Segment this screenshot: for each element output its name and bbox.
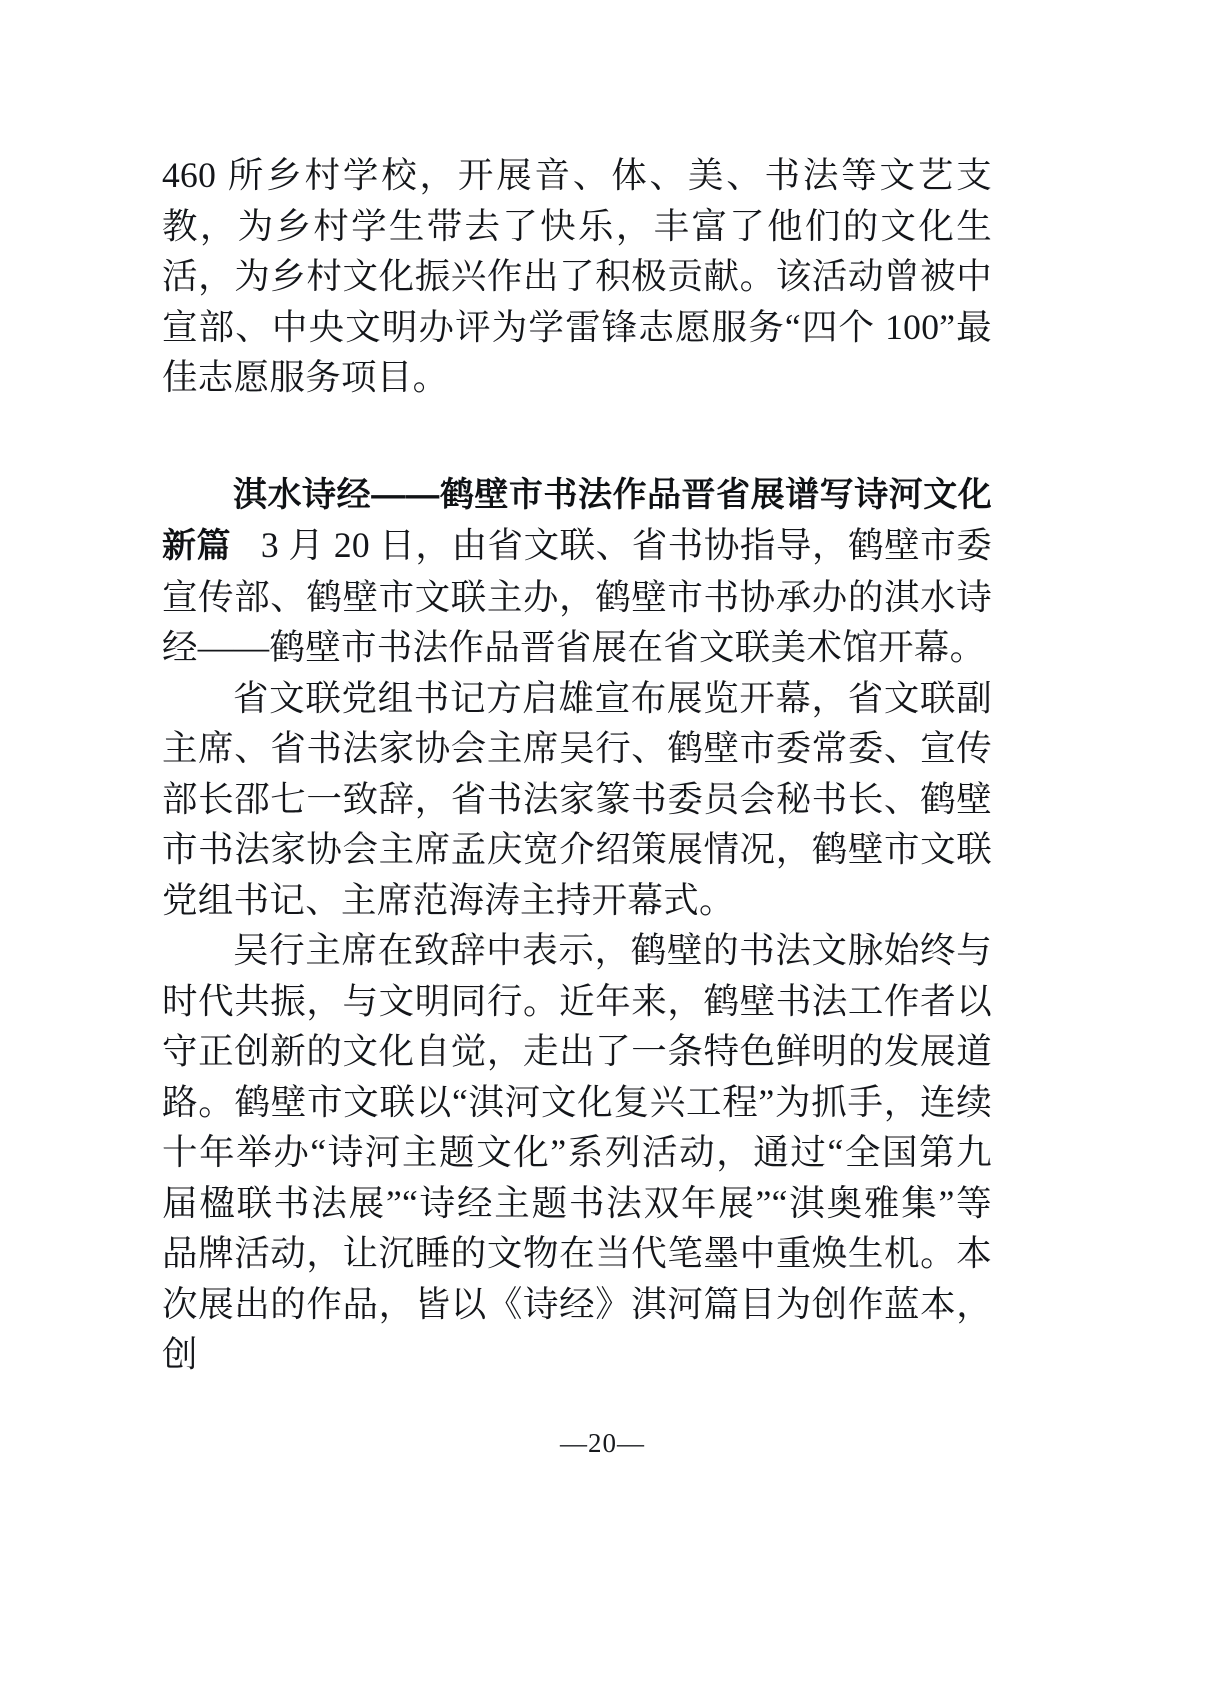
article-headline: 淇水诗经——鹤壁市书法作品晋省展谱写诗河文化新篇 bbox=[162, 475, 992, 565]
page-number: —20— bbox=[560, 1428, 645, 1458]
article-lead-text: 3 月 20 日，由省文联、省书协指导，鹤壁市委宣传部、鹤壁市文联主办，鹤壁市书协承办的淇水诗经——鹤壁市书法作品晋省展在省文联美术馆开幕。 bbox=[162, 525, 992, 667]
paragraph-continued: 460 所乡村学校，开展音、体、美、书法等文艺支教，为乡村学生带去了快乐，丰富了他们的文化生活，为乡村文化振兴作出了积极贡献。该活动曾被中宣部、中央文明办评为学雷锋志愿服务“四个 100”最佳志愿服务项目。 bbox=[162, 155, 992, 397]
paragraph-opening-ceremony: 省文联党组书记方启雄宣布展览开幕，省文联副主席、省书法家协会主席吴行、鹤壁市委常委、宣传部长邵七一致辞，省书法家篆书委员会秘书长、鹤壁市书法家协会主席孟庆宽介绍策展情况，鹤壁市文联党组书记、主席范海涛主持开幕式。 bbox=[162, 677, 992, 920]
paragraph-wuxing-speech: 吴行主席在致辞中表示，鹤壁的书法文脉始终与时代共振，与文明同行。近年来，鹤壁书法工作者以守正创新的文化自觉，走出了一条特色鲜明的发展道路。鹤壁市文联以“淇河文化复兴工程”为抓手，连续十年举办“诗河主题文化”系列活动，通过“全国第九届楹联书法展”“诗经主题书法双年展”“淇奥雅集”等品牌活动，让沉睡的文物在当代笔墨中重焕生机。本次展出的作品，皆以《诗经》淇河篇目为创作蓝本，创 bbox=[162, 930, 992, 1374]
article-lead-paragraph bbox=[162, 469, 992, 673]
page-text-column bbox=[162, 150, 992, 1380]
paragraph-spacer bbox=[162, 403, 992, 469]
